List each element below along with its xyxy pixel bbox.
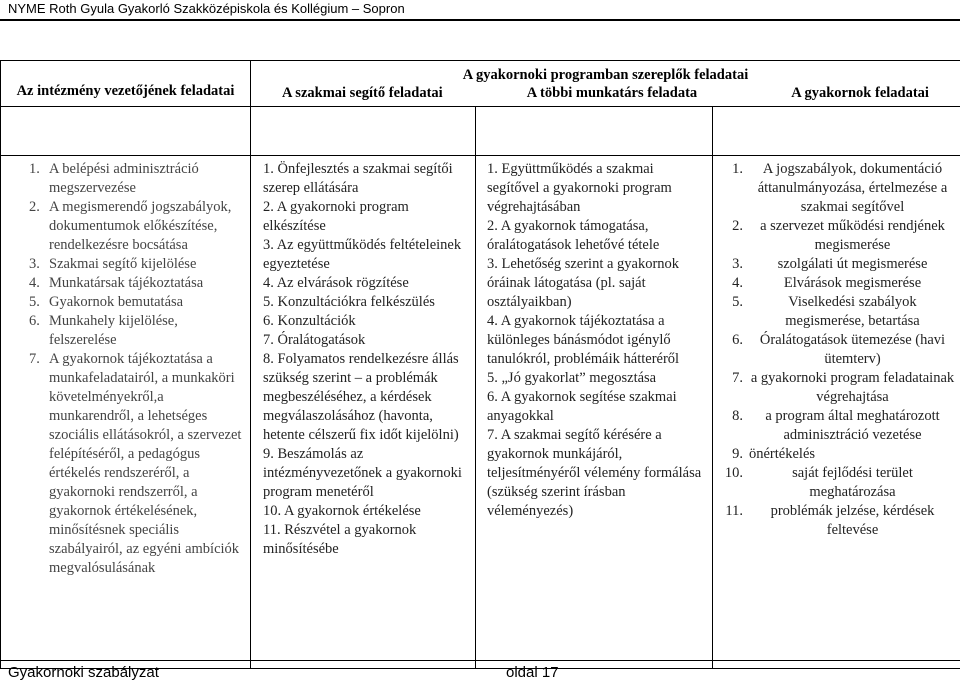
page-header: NYME Roth Gyula Gyakorló Szakközépiskola és Kollégium – Sopron bbox=[8, 1, 405, 16]
principal-duties-cell bbox=[1, 156, 251, 669]
header-rule bbox=[0, 19, 960, 21]
trainee-duties-cell bbox=[713, 156, 960, 669]
list-number: 1. bbox=[732, 161, 743, 177]
list-number: 7. bbox=[732, 370, 743, 386]
spacer-row bbox=[1, 107, 960, 156]
list-text: A belépési adminisztráció megszervezése bbox=[49, 161, 199, 196]
list-number: 9. bbox=[732, 446, 743, 462]
duties-table bbox=[0, 60, 960, 669]
list-item: 9. Beszámolás az intézményvezetőnek a gyakornoki program menetéről bbox=[263, 446, 462, 500]
list-number: 1. bbox=[29, 161, 40, 177]
list-item: 7. A szakmai segítő kérésére a gyakornok munkájáról, teljesítményéről vélemény formálása (szükség szerint írásban véleményezés) bbox=[487, 427, 702, 519]
list-text: A gyakornok tájékoztatása a munkafeladatairól, a munkaköri követelményekről,a munkarendről, a lehetséges szociális ellátásokról, a szervezet felépítéséről, a pedagógus értékelés rendszeréről, a gyakornoki rendszerről, a gyakornok értékelésének, minősítésnek speciális szabályairól, az egyéni ambíciók megvalósulásának bbox=[49, 351, 242, 576]
mentor-duties-cell bbox=[251, 156, 476, 669]
list-item bbox=[721, 369, 956, 407]
list-number: 5. bbox=[29, 294, 40, 310]
list-text: önértékelés bbox=[749, 446, 816, 462]
list-text: Elvárások megismerése bbox=[783, 275, 922, 291]
footer-rule bbox=[0, 660, 960, 661]
list-item: 4. A gyakornok tájékoztatása a különleges bánásmódot igénylő tanulókról, problémáik hátteréről bbox=[487, 313, 680, 367]
list-item bbox=[721, 217, 956, 255]
list-text: a szervezet működési rendjének megismerése bbox=[760, 218, 945, 253]
list-item bbox=[721, 331, 956, 369]
list-text: saját fejlődési terület meghatározása bbox=[792, 465, 913, 500]
list-text: Munkatársak tájékoztatása bbox=[49, 275, 204, 291]
list-item: 2. A gyakornok támogatása, óralátogatások lehetővé tétele bbox=[487, 218, 660, 253]
list-item: 3. Lehetőség szerint a gyakornok óráinak látogatása (pl. saját osztályaikban) bbox=[487, 256, 680, 310]
list-item bbox=[721, 293, 956, 331]
list-number: 10. bbox=[724, 465, 743, 481]
list-item bbox=[721, 445, 956, 464]
column-header-principal-text: Az intézmény vezetőjének feladatai bbox=[16, 83, 235, 99]
spacer-cell bbox=[1, 107, 251, 156]
list-text: Viselkedési szabályok megismerése, betartása bbox=[785, 294, 920, 329]
list-item: 11. Részvétel a gyakornok minősítésébe bbox=[263, 522, 417, 557]
list-text: problémák jelzése, kérdések feltevése bbox=[770, 503, 935, 538]
table-title: A gyakornoki programban szereplők feladatai bbox=[462, 67, 749, 83]
list-item bbox=[721, 255, 956, 274]
column-header-mentor: A szakmai segítő feladatai bbox=[282, 85, 443, 101]
column-header-trainee: A gyakornok feladatai bbox=[791, 85, 929, 101]
list-item: 6. Konzultációk bbox=[263, 313, 356, 329]
list-number: 4. bbox=[732, 275, 743, 291]
list-number: 3. bbox=[732, 256, 743, 272]
list-item: 1. Együttműködés a szakmai segítővel a gyakornoki program végrehajtásában bbox=[487, 161, 672, 215]
list-number: 6. bbox=[732, 332, 743, 348]
spacer-cell bbox=[713, 107, 960, 156]
list-item bbox=[29, 274, 242, 293]
footer-page-number: oldal 17 bbox=[506, 664, 559, 681]
footer-document-title: Gyakornoki szabályzat bbox=[8, 664, 159, 681]
list-item bbox=[721, 502, 956, 540]
trainee-duties-list bbox=[721, 160, 956, 540]
list-item: 5. „Jó gyakorlat” megosztása bbox=[487, 370, 657, 386]
list-number: 2. bbox=[732, 218, 743, 234]
list-text: A jogszabályok, dokumentáció áttanulmányozása, értelmezése a szakmai segítővel bbox=[757, 161, 948, 215]
header-group-cell bbox=[251, 61, 960, 107]
list-text: a program által meghatározott adminisztráció vezetése bbox=[765, 408, 940, 443]
list-text: a gyakornoki program feladatainak végrehajtása bbox=[750, 370, 955, 405]
list-text: Óralátogatások ütemezése (havi ütemterv) bbox=[759, 332, 946, 367]
list-item bbox=[721, 464, 956, 502]
list-number: 6. bbox=[29, 313, 40, 329]
table-header-row bbox=[1, 61, 960, 107]
list-item: 1. Önfejlesztés a szakmai segítői szerep ellátására bbox=[263, 161, 453, 196]
list-text: A megismerendő jogszabályok, dokumentumok előkészítése, rendelkezésre bocsátása bbox=[49, 199, 232, 253]
colleagues-duties-cell bbox=[476, 156, 713, 669]
column-header-colleagues: A többi munkatárs feladata bbox=[526, 85, 698, 101]
spacer-cell bbox=[476, 107, 713, 156]
list-item bbox=[29, 350, 242, 578]
list-item: 5. Konzultációkra felkészülés bbox=[263, 294, 435, 310]
list-text: Munkahely kijelölése, felszerelése bbox=[49, 313, 178, 348]
list-item bbox=[721, 407, 956, 445]
list-item bbox=[29, 255, 242, 274]
list-item bbox=[29, 293, 242, 312]
column-header-principal bbox=[1, 61, 251, 107]
list-number: 8. bbox=[732, 408, 743, 424]
list-number: 4. bbox=[29, 275, 40, 291]
list-item: 10. A gyakornok értékelése bbox=[263, 503, 421, 519]
list-item: 4. Az elvárások rögzítése bbox=[263, 275, 409, 291]
list-number: 7. bbox=[29, 351, 40, 367]
list-item: 7. Óralátogatások bbox=[263, 332, 366, 348]
list-item: 2. A gyakornoki program elkészítése bbox=[263, 199, 409, 234]
list-item: 3. Az együttműködés feltételeinek egyeztetése bbox=[263, 237, 462, 272]
spacer-cell bbox=[251, 107, 476, 156]
list-item: 8. Folyamatos rendelkezésre állás szükség szerint – a problémák megbeszéléséhez, a kérdések megválaszolásához (havonta, hetente célszerű fix időt kijelölni) bbox=[263, 351, 459, 443]
list-item bbox=[721, 274, 956, 293]
table-body-row bbox=[1, 156, 960, 669]
list-text: szolgálati út megismerése bbox=[777, 256, 928, 272]
list-item: 6. A gyakornok segítése szakmai anyagokkal bbox=[487, 389, 677, 424]
list-number: 5. bbox=[732, 294, 743, 310]
list-number: 11. bbox=[725, 503, 743, 519]
column-headers bbox=[251, 84, 960, 106]
list-item bbox=[29, 160, 242, 198]
list-text: Szakmai segítő kijelölése bbox=[49, 256, 197, 272]
list-text: Gyakornok bemutatása bbox=[49, 294, 184, 310]
list-number: 2. bbox=[29, 199, 40, 215]
list-item bbox=[721, 160, 956, 217]
list-number: 3. bbox=[29, 256, 40, 272]
principal-duties-list bbox=[29, 160, 242, 578]
list-item bbox=[29, 312, 242, 350]
list-item bbox=[29, 198, 242, 255]
